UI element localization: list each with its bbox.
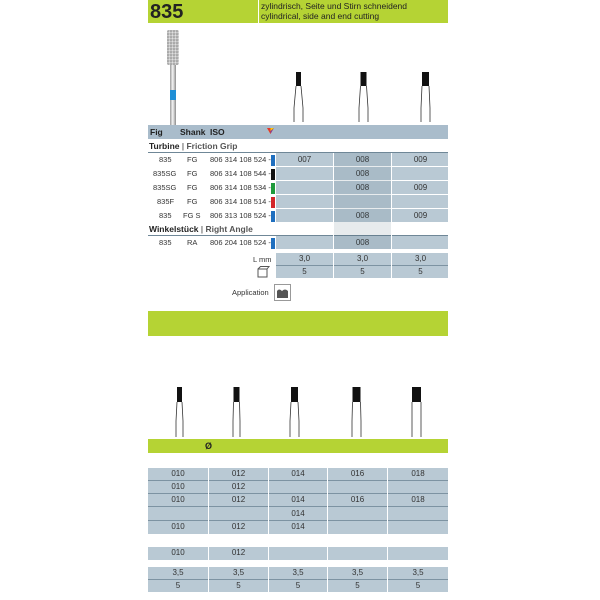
bur-size-drawing-010 — [174, 387, 186, 439]
lower-cell: 012 — [231, 482, 246, 491]
row-color-swatch — [271, 197, 275, 208]
section-turbine-title: Turbine — [149, 141, 180, 151]
lower-cell: 012 — [231, 548, 246, 557]
lower-cell: 012 — [231, 469, 246, 478]
row-iso: 806 314 108 544 - — [210, 169, 271, 178]
bur-size-drawing-012 — [231, 387, 243, 439]
lower-pack-value: 5 — [355, 581, 360, 590]
lower-cell: 010 — [171, 495, 185, 504]
lower-cell: 016 — [350, 495, 365, 504]
lower-cell: 014 — [291, 469, 305, 478]
section-right-angle: Winkelstück | Right Angle — [149, 224, 253, 234]
pack-value: 5 — [360, 267, 365, 276]
lower-cell: 014 — [291, 509, 305, 518]
row-fig: 835SG — [153, 183, 177, 192]
l-mm-value: 3,0 — [414, 254, 427, 263]
row-color-swatch — [271, 238, 275, 249]
row-iso: 806 314 108 534 - — [210, 183, 271, 192]
diameter-symbol: Ø — [205, 441, 213, 451]
lower-l-mm-value: 3,5 — [172, 568, 184, 577]
row-iso: 806 314 108 524 - — [210, 155, 271, 164]
pack-icon — [257, 266, 269, 278]
product-number: 835 — [150, 1, 184, 23]
section-turbine-subtitle: Friction Grip — [186, 141, 238, 151]
lower-cell: 012 — [231, 522, 246, 531]
row-fig: 835SG — [153, 169, 177, 178]
column-iso: ISO — [210, 127, 225, 137]
row-size: 008 — [355, 155, 370, 164]
lower-cell: 012 — [231, 495, 246, 504]
lower-pack-value: 5 — [236, 581, 241, 590]
row-fig: 835 — [159, 238, 172, 247]
lower-cell: 010 — [171, 482, 185, 491]
l-mm-label: L mm — [253, 255, 272, 264]
column-fig: Fig — [150, 127, 163, 137]
lower-pack-value: 5 — [415, 581, 421, 590]
lower-l-mm-value: 3,5 — [351, 568, 364, 577]
lower-header-bar — [148, 311, 448, 336]
lower-cell: 016 — [350, 469, 365, 478]
row-size: 009 — [413, 155, 428, 164]
lower-cell: 010 — [171, 548, 185, 557]
row-size: 008 — [355, 169, 370, 178]
row-fig: 835 — [159, 211, 172, 220]
row-color-swatch — [271, 155, 275, 166]
row-size: 008 — [355, 183, 370, 192]
row-shank: FG — [187, 183, 198, 192]
row-color-swatch — [271, 211, 275, 222]
bur-size-drawing-008 — [358, 72, 370, 124]
row-color-swatch — [271, 169, 275, 180]
color-code-icon — [267, 128, 274, 135]
row-shank: FG — [187, 155, 198, 164]
row-size: 009 — [413, 183, 428, 192]
application-label: Application — [232, 288, 269, 297]
row-color-swatch — [271, 183, 275, 194]
bur-size-drawing-018 — [410, 387, 424, 439]
l-mm-value: 3,0 — [356, 254, 369, 263]
diameter-bar — [148, 439, 448, 453]
row-shank: FG S — [183, 211, 201, 220]
lower-l-mm-value: 3,5 — [292, 568, 304, 577]
lower-l-mm-value: 3,5 — [232, 568, 245, 577]
pack-value: 5 — [302, 267, 307, 276]
lower-cell: 014 — [291, 495, 305, 504]
row-size: 008 — [355, 211, 370, 220]
lower-cell: 014 — [291, 522, 305, 531]
row-shank: FG — [187, 197, 198, 206]
bur-size-drawing-009 — [420, 72, 432, 124]
row-iso: 806 314 108 514 - — [210, 197, 271, 206]
lower-l-mm-value: 3,5 — [412, 568, 424, 577]
description-de: zylindrisch, Seite und Stirn schneidend — [261, 1, 407, 11]
application-icon — [274, 284, 291, 301]
bur-product-image — [158, 30, 198, 130]
lower-cell: 018 — [411, 469, 425, 478]
l-mm-value: 3,0 — [298, 254, 311, 263]
bur-size-drawing-014 — [288, 387, 302, 439]
row-iso: 806 204 108 524 - — [210, 238, 271, 247]
row-size: 008 — [355, 238, 370, 247]
lower-pack-value: 5 — [175, 581, 181, 590]
description-en: cylindrical, side and end cutting — [261, 11, 380, 21]
row-size: 009 — [413, 211, 428, 220]
section-turbine: Turbine | Friction Grip — [149, 141, 238, 151]
row-fig: 835 — [159, 155, 172, 164]
lower-cell: 010 — [171, 522, 185, 531]
lower-pack-value: 5 — [295, 581, 301, 590]
row-shank: FG — [187, 169, 198, 178]
row-shank: RA — [187, 238, 198, 247]
row-size: 007 — [297, 155, 312, 164]
row-fig: 835F — [157, 197, 175, 206]
bur-size-drawing-007 — [293, 72, 305, 124]
lower-cell: 018 — [411, 495, 425, 504]
section-right-angle-subtitle: Right Angle — [205, 224, 253, 234]
row-iso: 806 313 108 524 - — [210, 211, 271, 220]
column-shank: Shank — [180, 127, 206, 137]
header-divider — [258, 0, 259, 23]
section-right-angle-title: Winkelstück — [149, 224, 199, 234]
pack-value: 5 — [418, 267, 423, 276]
lower-cell: 010 — [171, 469, 185, 478]
bur-size-drawing-016 — [350, 387, 364, 439]
